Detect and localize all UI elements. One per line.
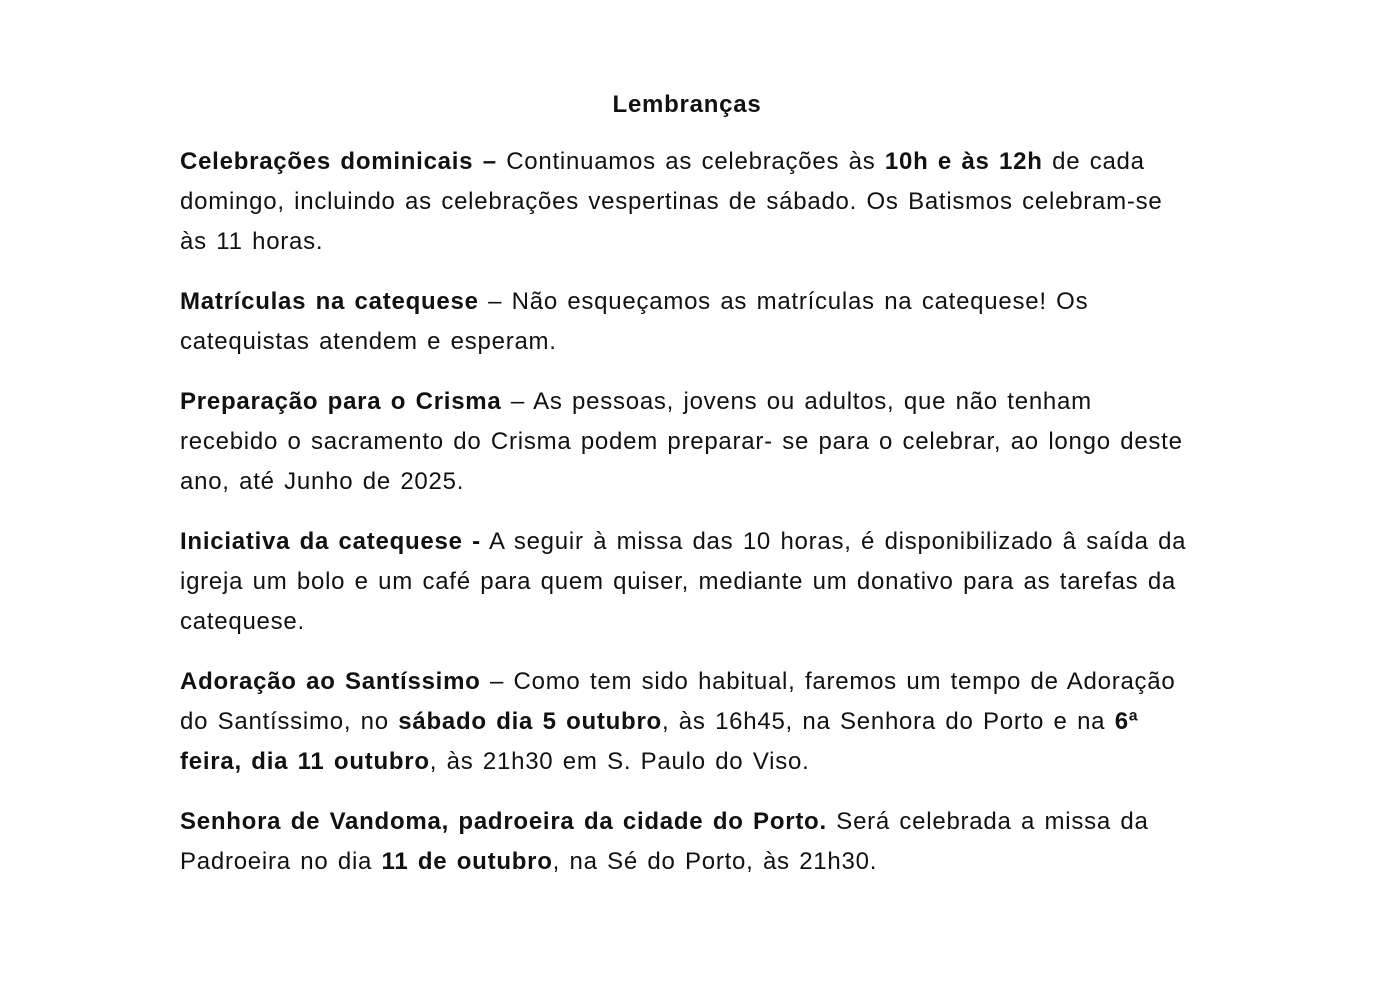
paragraph — [180, 662, 1194, 782]
paragraph — [180, 382, 1194, 502]
bold-run: Adoração ao Santíssimo — [180, 668, 481, 695]
text-run: de cada domingo, incluindo as celebrações vespertinas de sábado. Os Batismos celebram-se às 11 horas. — [180, 148, 1163, 255]
bold-run: sábado dia 5 outubro — [398, 708, 662, 735]
bold-run: 11 de outubro — [381, 848, 553, 875]
bold-run: 10h e às 12h — [884, 148, 1043, 175]
bold-run: Matrículas na catequese — [180, 288, 479, 315]
paragraph — [180, 282, 1194, 362]
text-run: – As pessoas, jovens ou adultos, que não tenham recebido o sacramento do Crisma podem preparar- se para o celebrar, ao longo deste ano, até Junho de 2025. — [180, 388, 1183, 495]
bold-run: Senhora de Vandoma, padroeira da cidade do Porto. — [180, 808, 827, 835]
text-run: Será celebrada a missa da Padroeira no dia — [180, 808, 1149, 875]
bold-run: Iniciativa da catequese - — [180, 528, 481, 555]
bold-run: Celebrações dominicais – — [180, 148, 507, 175]
bold-run: Preparação para o Crisma — [180, 388, 502, 415]
text-run: , na Sé do Porto, às 21h30. — [552, 848, 878, 875]
text-run: , às 21h30 em S. Paulo do Viso. — [429, 748, 810, 775]
paragraph — [180, 142, 1194, 262]
paragraph — [180, 522, 1194, 642]
text-run: , às 16h45, na Senhora do Porto e na — [661, 708, 1115, 735]
page-title: Lembranças — [612, 91, 762, 118]
text-run: – Não esqueçamos as matrículas na catequese! Os catequistas atendem e esperam. — [180, 288, 1089, 355]
text-run: A seguir à missa das 10 horas, é disponibilizado â saída da igreja um bolo e um café para quem quiser, mediante um donativo para as tarefas da catequese. — [180, 528, 1187, 635]
text-run: Continuamos as celebrações às — [506, 148, 885, 175]
text-run: – Como tem sido habitual, faremos um tempo de Adoração do Santíssimo, no — [180, 668, 1176, 735]
paragraphs — [180, 142, 1194, 882]
paragraph — [180, 802, 1194, 882]
bold-run: 6ª feira, dia 11 outubro — [180, 708, 1139, 775]
